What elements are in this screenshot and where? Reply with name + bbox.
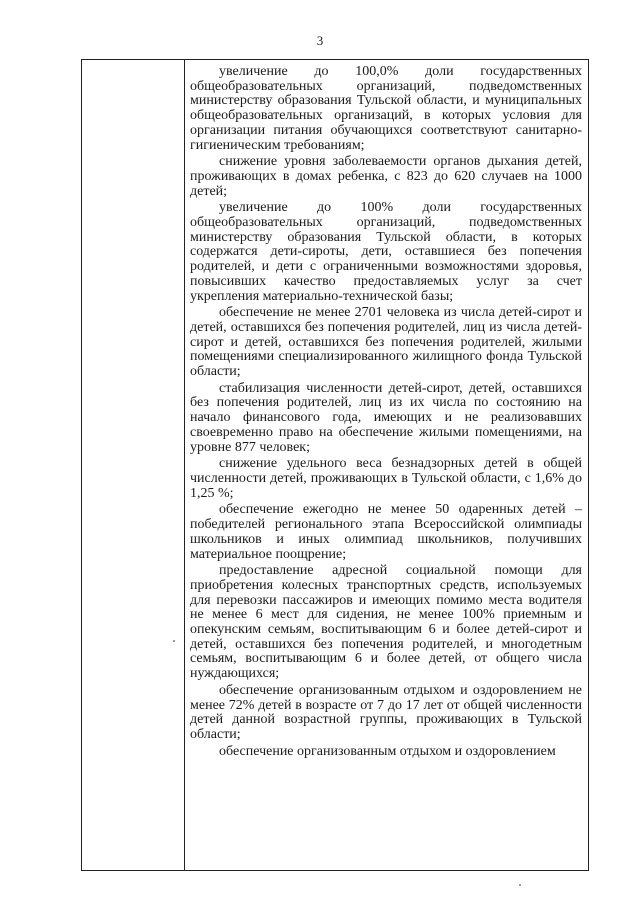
paragraph: предоставление адресной социальной помощи для приобретения колесных транспортных средств, используемых для перевозки пассажиров и имеющих помимо места водителя не менее 6 мест для сидения, не менее 100% приемным и опекунским семьям, воспитывающим 6 и более детей-сирот и детей, оставшихся без попечения родителей, и многодетным семьям, воспитывающим 6 и более детей, от общего числа нуждающихся; (190, 563, 582, 682)
paragraph: увеличение до 100,0% доли государственных общеобразовательных организаций, подведомственных министерству образования Тульской области, и муниципальных общеобразовательных организаций, в которых условия для организации питания обучающихся соответствуют санитарно-гигиеническим требованиям; (190, 64, 582, 153)
paragraph: увеличение до 100% доли государственных общеобразовательных организаций, подведомственных министерству образования Тульской области, в которых содержатся дети-сироты, дети, оставшиеся без попечения родителей, и дети с ограниченными возможностями здоровья, повысивших качество предоставляемых услуг за счет укрепления материально-технической базы; (190, 200, 582, 304)
paragraph: снижение уровня заболеваемости органов дыхания детей, проживающих в домах ребенка, с 823 до 620 случаев на 1000 детей; (190, 154, 582, 199)
paragraph: обеспечение ежегодно не менее 50 одаренных детей – победителей регионального этапа Всероссийской олимпиады школьников и иных олимпиад школьников, получивших материальное поощрение; (190, 502, 582, 562)
paragraph: стабилизация численности детей-сирот, детей, оставшихся без попечения родителей, лиц из их числа по состоянию на начало финансового года, имеющих и не реализовавших своевременно право на обеспечение жилыми помещениями, на уровне 877 человек; (190, 380, 582, 455)
paragraph: снижение удельного веса безнадзорных детей в общей численности детей, проживающих в Тульской области, с 1,6% до 1,25 %; (190, 456, 582, 501)
scan-artifact-dot (173, 640, 175, 642)
table-right-column (185, 60, 588, 870)
scan-artifact-dot (519, 884, 521, 886)
document-table (81, 59, 589, 871)
paragraph: обеспечение организованным отдыхом и оздоровлением (219, 743, 556, 759)
paragraph: обеспечение организованным отдыхом и оздоровлением не менее 72% детей в возрасте от 7 до 17 лет от общей численности детей данной возрастной группы, проживающих в Тульской области; (190, 682, 582, 742)
paragraph: обеспечение не менее 2701 человека из числа детей-сирот и детей, оставшихся без попечения родителей, лиц из числа детей-сирот и детей, оставшихся без попечения родителей, жилыми помещениями специализированного жилищного фонда Тульской области; (190, 305, 582, 380)
page-number: 3 (316, 33, 324, 48)
table-left-column (82, 60, 185, 870)
